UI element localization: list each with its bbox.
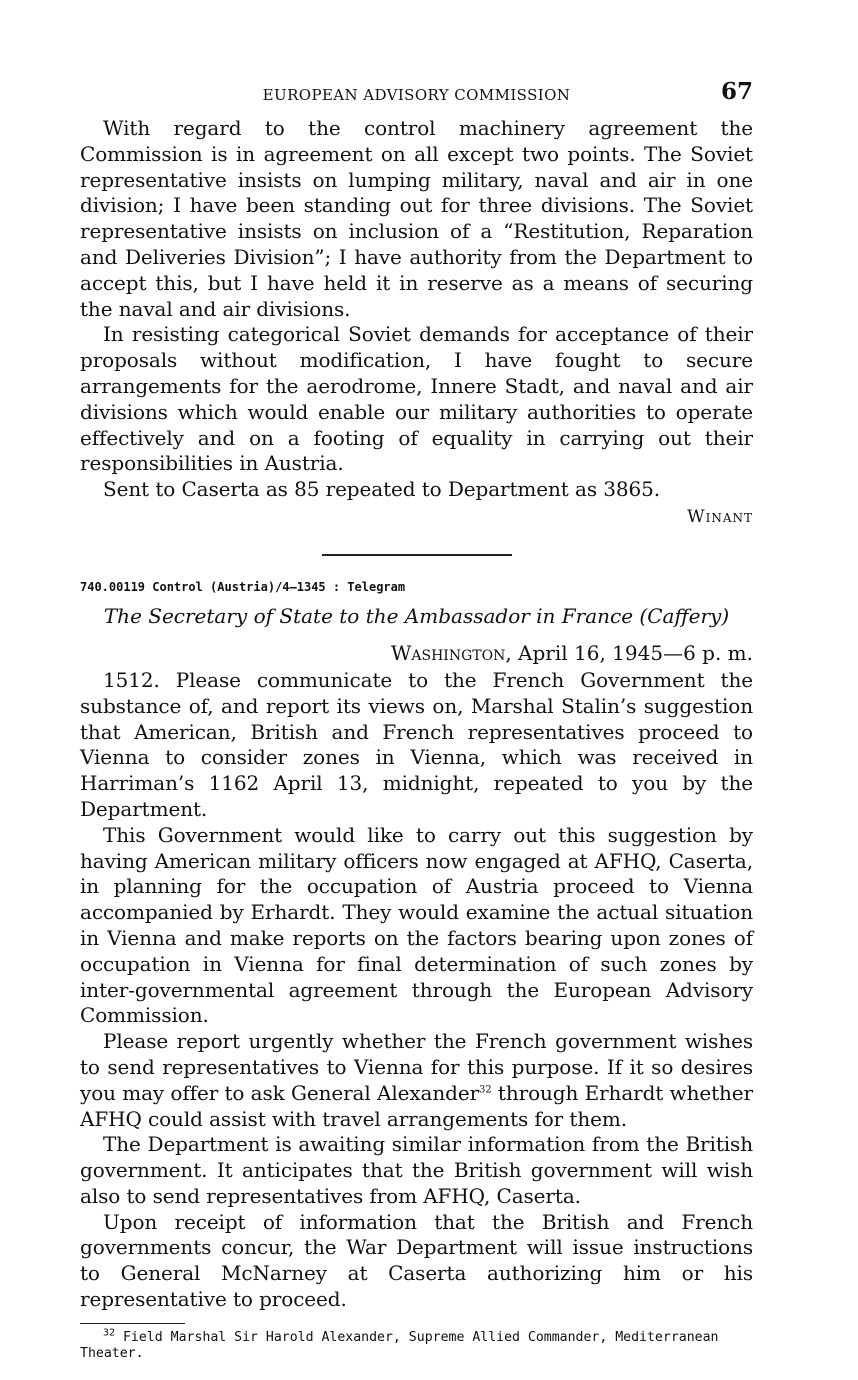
dateline-place: Washington bbox=[390, 640, 506, 665]
body-paragraph: 1512. Please communicate to the French Government the substance of, and report its views on, Marshal Stalin’s suggestion that American, British and French representatives proceed to Vienna to consider zones in Vienna, which was received in Harriman’s 1162 April 13, midnight, repeated to you by the Department. bbox=[80, 667, 753, 821]
paragraph-text: Please report urgently whether the French government wishes to send representatives to Vienna for this purpose. If it so desires you may offer to ask General Alexander bbox=[80, 1029, 753, 1105]
footnote-reference: 32 bbox=[479, 1084, 492, 1096]
dateline bbox=[80, 640, 753, 666]
body-paragraph: In resisting categorical Soviet demands for acceptance of their proposals without modification, I have fought to secure arrangements for the aerodrome, Innere Stadt, and naval and air divisions which would enable our military authorities to operate effectively and on a footing of equality in carrying out their responsibilities in Austria. bbox=[80, 322, 753, 476]
footnote-text: Field Marshal Sir Harold Alexander, Supreme Allied Commander, Mediterranean Theater. bbox=[80, 1329, 719, 1361]
footnote-number: 32 bbox=[103, 1327, 116, 1339]
body-paragraph: The Department is awaiting similar information from the British government. It anticipates that the British government will wish also to send representatives from AFHQ, Caserta. bbox=[80, 1132, 753, 1208]
document-title: The Secretary of State to the Ambassador in France (Caffery) bbox=[103, 603, 730, 628]
body-paragraph bbox=[80, 1029, 753, 1132]
signature: Winant bbox=[687, 506, 753, 527]
paragraph-text: through Erhardt whether AFHQ could assist with travel arrangements for them. bbox=[80, 1080, 753, 1131]
footnote-rule bbox=[80, 1323, 185, 1324]
telegram-section bbox=[80, 580, 753, 1313]
running-head: EUROPEAN ADVISORY COMMISSION bbox=[262, 86, 571, 104]
body-paragraph: Upon receipt of information that the British and French governments concur, the War Department will issue instructions to General McNarney at Caserta authorizing him or his representative to proceed. bbox=[80, 1209, 753, 1312]
body-paragraph: With regard to the control machinery agreement the Commission is in agreement on all except two points. The Soviet representative insists on lumping military, naval and air in one division; I have been standing out for three divisions. The Soviet representative insists on inclusion of a “Restitution, Reparation and Deliveries Division”; I have authority from the Department to accept this, but I have held it in reserve as a means of securing the naval and air divisions. bbox=[80, 116, 753, 321]
file-reference: 740.00119 Control (Austria)/4–1345 : Telegram bbox=[80, 579, 406, 594]
opening-section bbox=[80, 116, 753, 529]
page-header bbox=[80, 78, 753, 110]
page-number: 67 bbox=[720, 78, 753, 105]
document-page bbox=[80, 78, 753, 1362]
body-paragraph: Sent to Caserta as 85 repeated to Department as 3865. bbox=[103, 477, 661, 502]
body-paragraph: This Government would like to carry out this suggestion by having American military officers now engaged at AFHQ, Caserta, in planning for the occupation of Austria proceed to Vienna accompanied by Erhardt. They would examine the actual situation in Vienna and make reports on the factors bearing upon zones of occupation in Vienna for final determination of such zones by inter-governmental agreement through the European Advisory Commission. bbox=[80, 822, 753, 1028]
footnote bbox=[80, 1327, 753, 1362]
dateline-date: , April 16, 1945—6 p. m. bbox=[505, 640, 753, 665]
section-separator bbox=[322, 554, 512, 556]
